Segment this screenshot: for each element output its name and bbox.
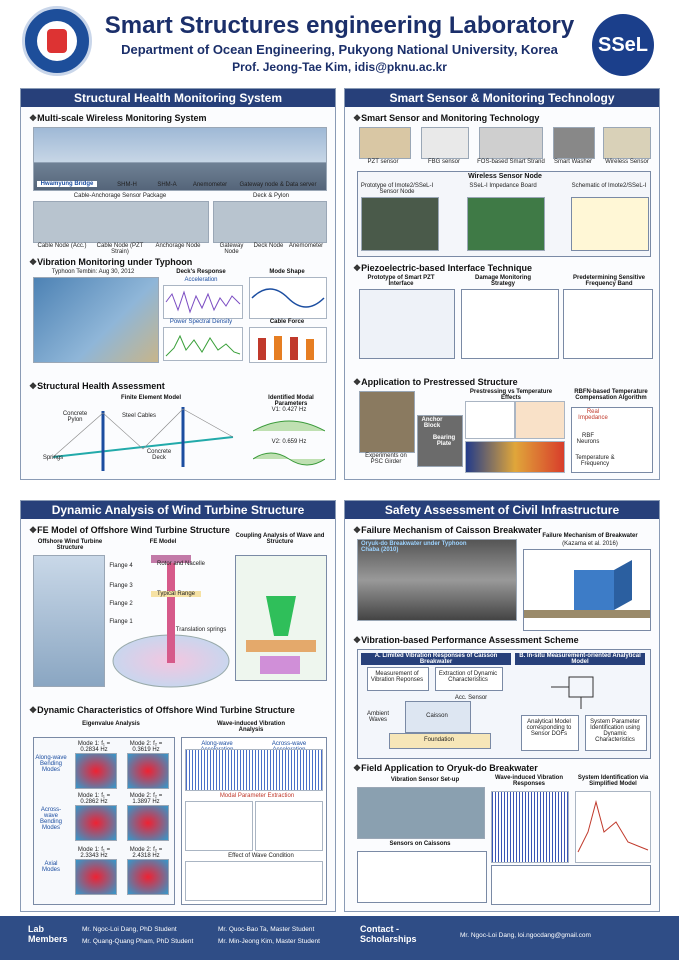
- footer: [0, 916, 679, 960]
- fe-model-title: FE Model: [149, 539, 177, 545]
- mode-value: Mode 1: f₁ = 0.2834 Hz: [77, 741, 111, 753]
- mode-shape-plot: [75, 859, 117, 895]
- mode-value: Mode 2: f₂ = 1.3897 Hz: [129, 793, 163, 805]
- poster-title: Smart Structures engineering Laboratory: [104, 12, 575, 39]
- rbfn-title: RBFN-based Temperature Compensation Algorithm: [574, 389, 648, 401]
- node-title: Wireless Sensor Node: [468, 173, 542, 180]
- analytical-model-drawing: [541, 667, 621, 711]
- mode-v1: V1: 0.427 Hz: [271, 407, 307, 413]
- legend-item: SHM-H: [117, 182, 137, 188]
- pzt-interface-title: Prototype of Smart PZT Interface: [367, 275, 435, 287]
- member: Mr. Quoc-Bao Ta, Master Student: [218, 926, 315, 933]
- mode-value: Mode 2: f₂ = 0.3619 Hz: [129, 741, 163, 753]
- flange-label: Flange 4: [109, 563, 133, 569]
- contact-value[interactable]: Mr. Ngoc-Loi Dang, loi.ngocdang@gmail.com: [460, 932, 591, 939]
- section-heading: ❖ Field Application to Oryuk-do Breakwater: [353, 763, 538, 774]
- sysid-title: System Identification via Simplified Model: [577, 775, 649, 787]
- package-item: Deck Node: [253, 243, 284, 249]
- schematic-diagram: [571, 197, 649, 251]
- mode-shape-plot: [75, 753, 117, 789]
- fem-label: Concrete Pylon: [62, 411, 88, 423]
- package-title: Deck & Pylon: [252, 193, 289, 199]
- professor-line: Prof. Jeong-Tae Kim, idis@pknu.ac.kr: [232, 60, 447, 74]
- eigen-title: Eigenvalue Analysis: [82, 721, 140, 727]
- accel-label: Acceleration: [184, 277, 218, 283]
- node-photo: [361, 197, 439, 251]
- prestress-effect-map: [465, 441, 565, 473]
- cable-force-chart: [249, 327, 327, 363]
- fem-label: Steel Cables: [121, 413, 157, 419]
- panel-wind: [20, 500, 336, 912]
- deck-pylon-photo: [213, 201, 327, 243]
- acceleration-plot: [163, 285, 243, 319]
- schematic-title: Schematic of Imote2/SSeL-I: [571, 183, 647, 189]
- bridge-label: Hwamyung Bridge: [37, 181, 97, 187]
- panel-title: Safety Assessment of Civil Infrastructure: [345, 501, 659, 519]
- scheme-a-item: Acc. Sensor: [454, 695, 488, 701]
- proto-title: Prototype of Imote2/SSeL-I Sensor Node: [360, 183, 434, 195]
- mode-shape-title: Mode Shape: [269, 269, 305, 275]
- lab-logo: SSeL: [592, 14, 654, 76]
- mode-type: Along-wave Bending Modes: [35, 755, 67, 773]
- section-heading: ❖ Vibration-based Performance Assessment Scheme: [353, 635, 579, 646]
- wave-accel-plot: [185, 749, 323, 791]
- modal-ext-plot: [255, 801, 323, 851]
- package-item: Cable Node (PZT Strain): [96, 243, 144, 255]
- wireless-photo: [603, 127, 651, 159]
- section-heading: ❖ Application to Prestressed Structure: [353, 377, 518, 388]
- cable-force-title: Cable Force: [269, 319, 305, 325]
- lab-members-heading: Lab Members: [28, 924, 68, 944]
- package-item: Cable Node (Acc.): [37, 243, 87, 249]
- sensor-label: Smart Washer: [553, 159, 593, 165]
- section-heading: ❖ Vibration Monitoring under Typhoon: [29, 257, 192, 268]
- rotor-label: Rotor and Nacelle: [156, 561, 206, 567]
- pzt-photo: [359, 127, 411, 159]
- wave-resp-title: Wave-induced Vibration Responses: [494, 775, 563, 787]
- freq-band-title: Predetermining Sensitive Frequency Band: [572, 275, 646, 287]
- fem-label: Concrete Deck: [146, 449, 172, 461]
- flange-label: Flange 2: [109, 601, 133, 607]
- range-label: Typical Range: [151, 591, 201, 597]
- turbine-photo: [33, 555, 105, 687]
- sensor-package-photo: [33, 201, 209, 243]
- identified-title: Identified Modal Parameters: [268, 395, 314, 407]
- temperature-plot: [515, 401, 565, 439]
- mode-v1-shape: [253, 415, 325, 435]
- board-title: SSeL-I Impedance Board: [469, 183, 537, 189]
- section-heading: ❖ FE Model of Offshore Wind Turbine Structure: [29, 525, 230, 536]
- package-item: Gateway Node: [219, 243, 244, 255]
- along-label: Along-wave: [201, 741, 233, 747]
- scheme-a-item: Measurement of Vibration Reponses: [370, 671, 424, 683]
- package-title: Cable-Anchorage Sensor Package: [73, 193, 167, 199]
- panel-title: Structural Health Monitoring System: [21, 89, 335, 107]
- caissons-diagram: [357, 851, 487, 903]
- scheme-a-item: Caisson: [426, 713, 448, 719]
- fem-title: Finite Element Model: [120, 395, 181, 401]
- flange-label: Flange 1: [109, 619, 133, 625]
- mode-value: Mode 1: f₁ = 2.3343 Hz: [77, 847, 111, 859]
- freq-band-diagram: [563, 289, 653, 359]
- scheme-b-item: System Parameter Identification using Dynamic Characteristics: [590, 719, 640, 743]
- setup-title: Vibration Sensor Set-up: [390, 777, 460, 783]
- girder-photo: [359, 391, 415, 453]
- coupling-diagram: [235, 555, 327, 681]
- failure-diagram: [523, 549, 651, 631]
- rbf-item: Temperature & Frequency: [575, 455, 615, 467]
- mode-v2-shape: [253, 447, 325, 469]
- photo-caption: Oryuk-do Breakwater under Typhoon Chaba (2010): [361, 541, 467, 553]
- fem-label: Springs: [42, 455, 64, 461]
- legend-item: Anemometer: [192, 182, 228, 188]
- scheme-a-item: Extraction of Dynamic Characteristics: [438, 671, 498, 683]
- section-heading: ❖ Failure Mechanism of Caisson Breakwater: [353, 525, 542, 536]
- scheme-a-item: Foundation: [423, 737, 455, 743]
- scheme-b-item: Analytical Model corresponding to Sensor DOFs: [526, 719, 572, 737]
- poster-header: [0, 0, 679, 84]
- department-line: Department of Ocean Engineering, Pukyong National University, Korea: [121, 42, 558, 57]
- board-photo: [467, 197, 545, 251]
- legend-item: SHM-A: [157, 182, 177, 188]
- pzt-interface-diagram: [359, 289, 455, 359]
- springs-label: Translation springs: [175, 627, 227, 633]
- mode-type: Axial Modes: [41, 861, 60, 873]
- across-label: Across-wave: [271, 741, 307, 747]
- scheme-b-title: B. In-situ Measurement-oriented Analytical Model: [515, 653, 645, 665]
- panel-sensor: [344, 88, 660, 480]
- contact-heading: Contact - Scholarships: [360, 924, 417, 944]
- deck-response-title: Deck's Response: [176, 269, 226, 275]
- typhoon-label: Typhoon Tembin: Aug 30, 2012: [51, 269, 135, 275]
- psc-label: Experiments on PSC Girder: [365, 453, 407, 465]
- modal-ext-label: Modal Parameter Extraction: [219, 793, 295, 799]
- mode-v2: V2: 0.659 Hz: [271, 439, 307, 445]
- psd-plot: [163, 327, 243, 361]
- package-item: Anchorage Node: [155, 243, 201, 249]
- typhoon-track-map: [33, 277, 159, 363]
- caissons-title: Sensors on Caissons: [389, 841, 451, 847]
- strand-photo: [479, 127, 543, 159]
- anchor-label: Anchor Block: [421, 417, 443, 429]
- scheme-a-item: Ambient Waves: [366, 711, 389, 723]
- panel-title: Dynamic Analysis of Wind Turbine Structure: [21, 501, 335, 519]
- effect-label: Effect of Wave Condition: [228, 853, 294, 859]
- scheme-a-title: A. Limited Vibration Responses of Caisson Breakwater: [361, 653, 511, 665]
- failure-ref: (Kazama et al. 2016): [562, 541, 618, 547]
- package-item: Anemometer: [288, 243, 324, 249]
- mode-value: Mode 2: f₂ = 2.4318 Hz: [129, 847, 163, 859]
- flange-label: Flange 3: [109, 583, 133, 589]
- wave-induced-title: Wave-induced Vibration Analysis: [216, 721, 285, 733]
- legend-item: Gateway node & Data server: [239, 182, 317, 188]
- sensor-label: FOS-based Smart Strand: [477, 159, 545, 165]
- psd-label: Power Spectral Density: [169, 319, 233, 325]
- member: Mr. Ngoc-Loi Dang, PhD Student: [82, 926, 177, 933]
- coupling-title: Coupling Analysis of Wave and Structure: [235, 533, 325, 545]
- prestress-title: Prestressing vs Temperature Effects: [469, 389, 553, 401]
- sensor-label: FBG sensor: [427, 159, 460, 165]
- prestress-plot: [465, 401, 515, 439]
- sensor-label: Wireless Sensor: [605, 159, 649, 165]
- rbf-item: Real Impedance: [578, 409, 608, 421]
- member: Mr. Quang-Quang Pham, PhD Student: [82, 938, 194, 945]
- damage-diagram: [461, 289, 559, 359]
- section-heading: ❖ Piezoelectric-based Interface Technique: [353, 263, 532, 274]
- sysid-plot: [575, 791, 651, 863]
- fbg-photo: [421, 127, 469, 159]
- mode-shape-plot: [127, 859, 169, 895]
- mode-shape-plot: [75, 805, 117, 841]
- mode-shape-diagrams: [491, 865, 651, 905]
- damage-title: Damage Monitoring Strategy: [474, 275, 531, 287]
- rbf-item: RBF Neurons: [576, 433, 600, 445]
- wave-resp-plot: [491, 791, 569, 863]
- bearing-label: Bearing Plate: [432, 435, 456, 447]
- mode-shape-plot: [127, 805, 169, 841]
- offshore-title: Offshore Wind Turbine Structure: [37, 539, 103, 551]
- panel-civil: [344, 500, 660, 912]
- setup-photo: [357, 787, 485, 839]
- section-heading: ❖ Smart Sensor and Monitoring Technology: [353, 113, 539, 124]
- section-heading: ❖ Dynamic Characteristics of Offshore Wind Turbine Structure: [29, 705, 295, 716]
- mode-shape-plot: [249, 277, 327, 319]
- section-heading: ❖ Multi-scale Wireless Monitoring System: [29, 113, 207, 124]
- mode-shape-plot: [127, 753, 169, 789]
- panel-title: Smart Sensor & Monitoring Technology: [345, 89, 659, 107]
- member: Mr. Min-Jeong Kim, Master Student: [218, 938, 320, 945]
- sensor-label: PZT sensor: [367, 159, 399, 165]
- mode-value: Mode 1: f₁ = 0.2862 Hz: [77, 793, 111, 805]
- section-heading: ❖ Structural Health Assessment: [29, 381, 165, 392]
- panel-shm: [20, 88, 336, 480]
- mode-type: Across-wave Bending Modes: [39, 807, 63, 831]
- wave-condition-table: [185, 861, 323, 901]
- modal-ext-plot: [185, 801, 253, 851]
- washer-photo: [553, 127, 595, 159]
- failure-title: Failure Mechanism of Breakwater: [542, 533, 638, 539]
